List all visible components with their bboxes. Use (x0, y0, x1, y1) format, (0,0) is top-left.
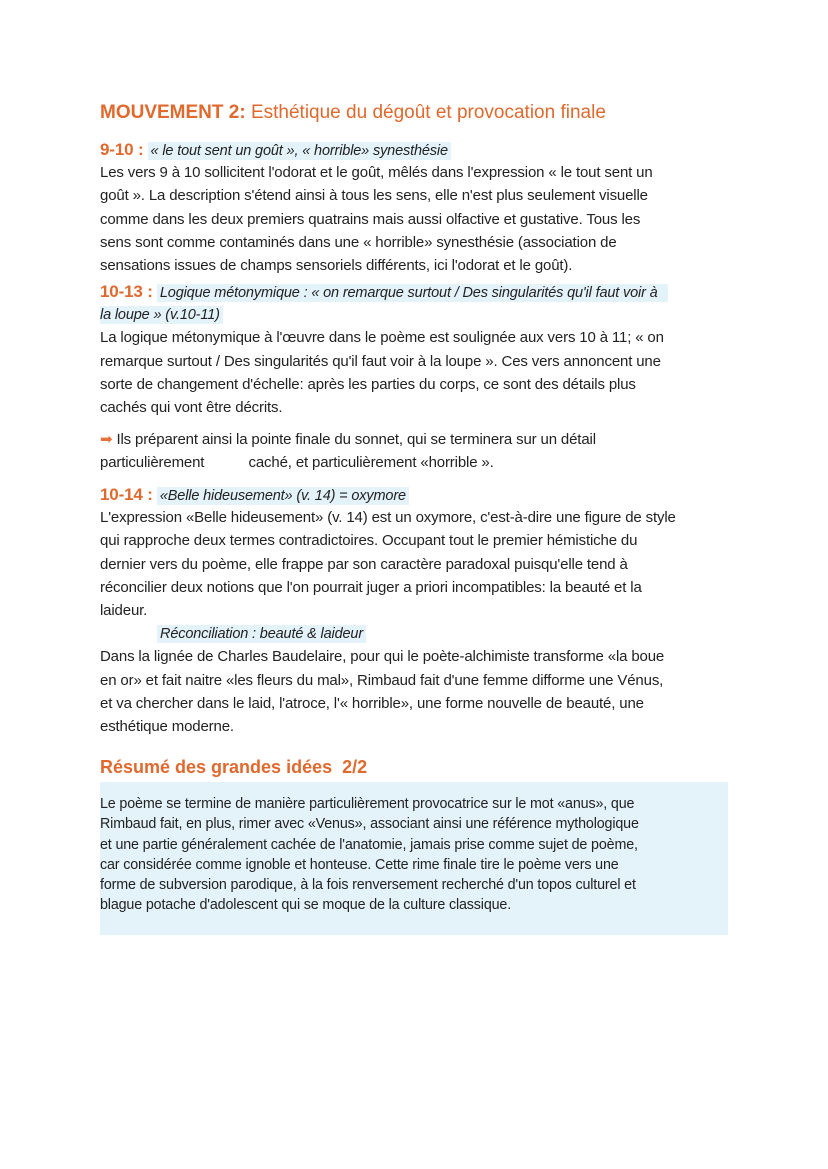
body-line: La logique métonymique à l'œuvre dans le poème est soulignée aux vers 10 à 11; « on (100, 329, 664, 347)
summary-title: Résumé des grandes idées 2/2 (100, 757, 368, 777)
summary-box (100, 782, 728, 935)
body-line: comme dans les deux premiers quatrains mais aussi olfactive et gustative. Tous les (100, 210, 641, 228)
page-title (100, 100, 606, 126)
body-line: sorte de changement d'échelle: après les parties du corps, ce sont des détails plus (100, 375, 636, 393)
body-line: remarque surtout / Des singularités qu'il faut voir à la loupe ». Ces vers annoncent une (100, 352, 661, 370)
body-line: esthétique moderne. (100, 717, 234, 735)
section-10-14 (100, 483, 676, 738)
body-line: sens sont comme contaminés dans une « horrible» synesthésie (association de (100, 233, 617, 251)
section-9-10 (100, 138, 653, 277)
body-line: en or» et fait naitre «les fleurs du mal», Rimbaud fait d'une femme difforme une Vénus, (100, 671, 664, 689)
summary-line: blague potache d'adolescent qui se moque de la culture classique. (100, 897, 512, 914)
body-line: et va chercher dans le laid, l'atroce, l'« horrible», une forme nouvelle de beauté, une (100, 694, 644, 712)
body-line: laideur. (100, 601, 148, 619)
body-line: Les vers 9 à 10 sollicitent l'odorat et le goût, mêlés dans l'expression « le tout sent un (100, 164, 653, 182)
body-line: qui rapproche deux termes contradictoires. Occupant tout le premier hémistiche du (100, 532, 638, 550)
section-highlight: Logique métonymique : « on remarque surtout / Des singularités qu'il faut voir à (157, 284, 668, 302)
section-highlight: « le tout sent un goût », « horrible» synesthésie (148, 142, 451, 160)
section-label: 9-10 : (100, 140, 144, 159)
summary-line: Le poème se termine de manière particulièrement provocatrice sur le mot «anus», que (100, 796, 635, 812)
section-label: 10-13 : (100, 282, 153, 301)
body-line: goût ». La description s'étend ainsi à tous les sens, elle n'est plus seulement visuelle (100, 187, 648, 205)
title-rest: Esthétique du dégoût et provocation finale (245, 102, 606, 123)
summary-line: Rimbaud fait, en plus, rimer avec «Venus», associant ainsi une référence mythologique (100, 816, 639, 833)
subnote: Réconciliation : beauté & laideur (157, 625, 366, 643)
title-bold: MOUVEMENT 2: (100, 102, 246, 123)
body-line: L'expression «Belle hideusement» (v. 14) est un oxymore, c'est-à-dire une figure de style (100, 509, 676, 527)
section-highlight: «Belle hideusement» (v. 14) = oxymore (157, 487, 409, 505)
body-line: sensations issues de champs sensoriels différents, ici l'odorat et le goût). (100, 256, 573, 274)
body-line: Ils préparent ainsi la pointe finale du sonnet, qui se terminera sur un détail (116, 431, 596, 449)
body-line: cachés qui vont être décrits. (100, 398, 283, 416)
body-line: particulièrement caché, et particulièrement «horrible ». (100, 454, 494, 472)
body-line: Dans la lignée de Charles Baudelaire, pour qui le poète-alchimiste transforme «la boue (100, 648, 665, 666)
body-line: dernier vers du poème, elle frappe par son caractère paradoxal puisqu'elle tend à (100, 555, 628, 573)
section-10-13 (100, 280, 668, 475)
section-label: 10-14 : (100, 485, 153, 504)
section-highlight: la loupe » (v.10-11) (100, 306, 223, 324)
arrow-right-icon: ➡ (100, 431, 113, 449)
summary-line: et une partie généralement cachée de l'anatomie, jamais prise comme sujet de poème, (100, 836, 638, 853)
summary-line: car considérée comme ignoble et honteuse. Cette rime finale tire le poème vers une (100, 856, 619, 873)
body-line: réconcilier deux notions que l'on pourrait juger a priori incompatibles: la beauté et la (100, 578, 642, 596)
summary-line: forme de subversion parodique, à la fois renversement recherché d'un topos culturel et (100, 877, 636, 894)
